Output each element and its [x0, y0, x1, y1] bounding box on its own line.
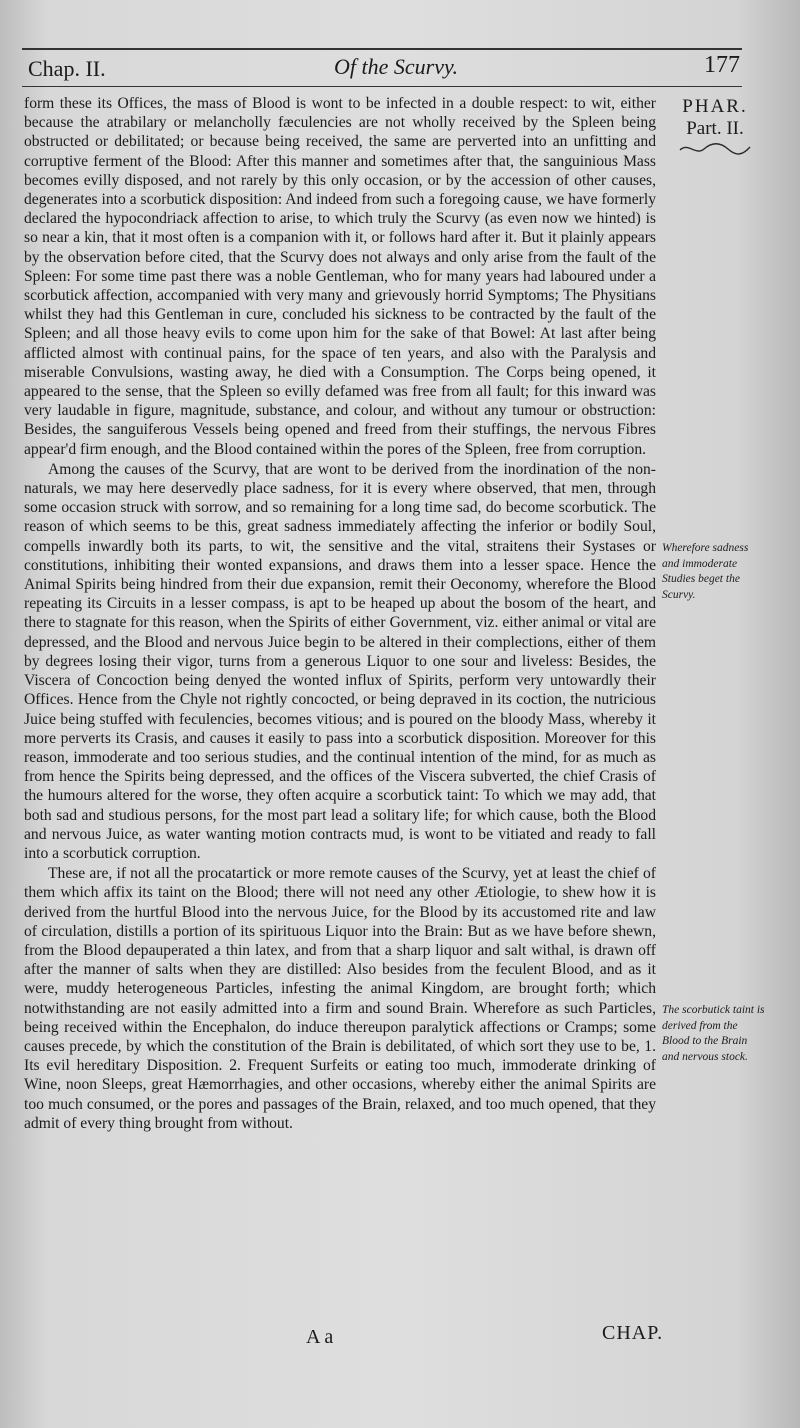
side-heading-line2: Part. II. [686, 118, 744, 139]
running-header [22, 48, 742, 87]
paragraph-1: form these its Offices, the mass of Blood is wont to be infected in a double respect: to wit, either because the atrabilary or melancholly fæculencies are not wholly received by the Spleen being obstructed or debilitated; or because being received, the same are perverted into an unfitting and corruptive ferment of the Blood: After this manner and sometimes after that, the sanguinious Mass becomes evilly disposed, and not rarely by this only occasion, or by the accession of other causes, degenerates into a scorbutick disposition: And indeed from such a foregoing cause, we have formerly declared the hypocondriack affection to arise, to which truly the Scurvy (as even now we hinted) is so near a kin, that it most often is a companion with it, or follows hard after it. But it plainly appears by the observation before cited, that the Scurvy does not always and only arise from the fault of the Spleen: For some time past there was a noble Gentleman, who for many years had laboured under a scorbutick affection, accompanied with very many and grievously horrid Symptoms; The Physitians whilst they had this Gentleman in cure, concluded his sickness to be contracted by the fault of the Spleen; and all those heavy evils to come upon him for the sake of that Bowel: At last after being afflicted almost with continual pains, for the space of ten years, and also with the Paralysis and miserable Convulsions, wasting away, he died with a Consumption. The Corps being opened, it appeared to the sense, that the Spleen so evilly defamed was free from all fault; for this inward was very laudable in figure, magnitude, substance, and colour, and without any tumour or obstruction: Besides, the sanguiferous Vessels being opened and freed from their stuffings, the nervous Fibres appear'd firm enough, and the Blood contained within the pores of the Spleen, free from corruption. [24, 95, 656, 458]
running-title: Of the Scurvy. [334, 54, 459, 79]
side-heading-line1: PHAR. [682, 96, 748, 117]
paragraph-3: These are, if not all the procatartick or more remote causes of the Scurvy, yet at least the chief of them which affix its taint on the Blood; there will not need any other Ætiologie, to shew how it is derived from the hurtful Blood into the nervous Juice, for the Blood by its accustomed rite and law of circulation, distills a portion of its spirituous Liquor into the Brain: But as we have before shewn, from the Blood depauperated a thin latex, and from that a sharp liquor and salt withal, is drawn off after the manner of salts when they are distilled: Also besides from the feculent Blood, and as it were, muddy heterogeneous Particles, infesting the animal Kingdom, are brought forth; which notwithstanding are not easily admitted into a firm and sound Brain. Wherefore as such Particles, being received within the Encephalon, do induce thereupon paralytick affections or Cramps; some causes precede, by which the constitution of the Brain is debilitated, of which sort they use to be, 1. Its evil hereditary Disposition. 2. Frequent Surfeits or eating too much, immoderate drinking of Wine, noon Sleeps, great Hæmorrhagies, and other occasions, whereby either the animal Spirits are too much consumed, or the pores and passages of the Brain, relaxed, and too much opened, that they admit of every thing brought from without. [24, 865, 656, 1132]
catchword: CHAP. [602, 1322, 664, 1344]
margin-note-taint: The scorbutick taint is derived from the Blood to the Brain and nervous stock. [662, 1004, 765, 1063]
page-number: 177 [704, 52, 740, 78]
margin-note-sadness: Wherefore sadness and immoderate Studies beget the Scurvy. [662, 542, 749, 601]
flourish-ornament [678, 142, 752, 156]
signature-mark: A a [306, 1326, 334, 1348]
body-text [24, 94, 656, 1134]
chapter-label: Chap. II. [28, 56, 106, 81]
paragraph-2: Among the causes of the Scurvy, that are wont to be derived from the inordination of the non-naturals, we may here deservedly place sadness, for it is every where observed, that men, through some occasion struck with sorrow, and so remaining for a long time sad, do become scorbutick. The reason of which seems to be this, great sadness immediately affecting the inferior or bodily Soul, compells inwardly both its parts, to wit, the sensitive and the vital, straitens their Systases or constitutions, inhibiting their wonted expansions, and draws them into a lesser space. Hence the Animal Spirits being hindred from their due expansion, remit their Oeconomy, wherefore the Blood repeating its Circuits in a lesser compass, is apt to be heaped up about the bosom of the heart, and there to stagnate for this reason, when the Spirits of either Government, viz. either animal or vital are depressed, and the Blood and nervous Juice begin to be altered in their complections, either of them by degrees losing their vigor, turns from a generous Liquor to one sour and liveless: Besides, the Viscera of Concoction being denyed the wonted influx of Spirits, perform very untowardly their Offices. Hence from the Chyle not rightly concocted, or being depraved in its coction, the nutricious Juice being stuffed with feculencies, becomes vitious; and is poured on the bloody Mass, whereby it more perverts its Crasis, and causes it easily to pass into a scorbutick disposition. Moreover for this reason, immoderate and too serious studies, and the continual intention of the mind, for as much as from hence the Spirits being depressed, and the offices of the Viscera subverted, the chief Crasis of the humours altered for the worse, they often acquire a scorbutick taint: To which we may add, that both sad and studious persons, for the most part lead a solitary life; for which cause, both the Blood and nervous Juice, as water wanting motion contracts mud, is wont to be vitiated and ready to fall into a scorbutick corruption. [24, 460, 656, 862]
side-heading [660, 96, 770, 156]
